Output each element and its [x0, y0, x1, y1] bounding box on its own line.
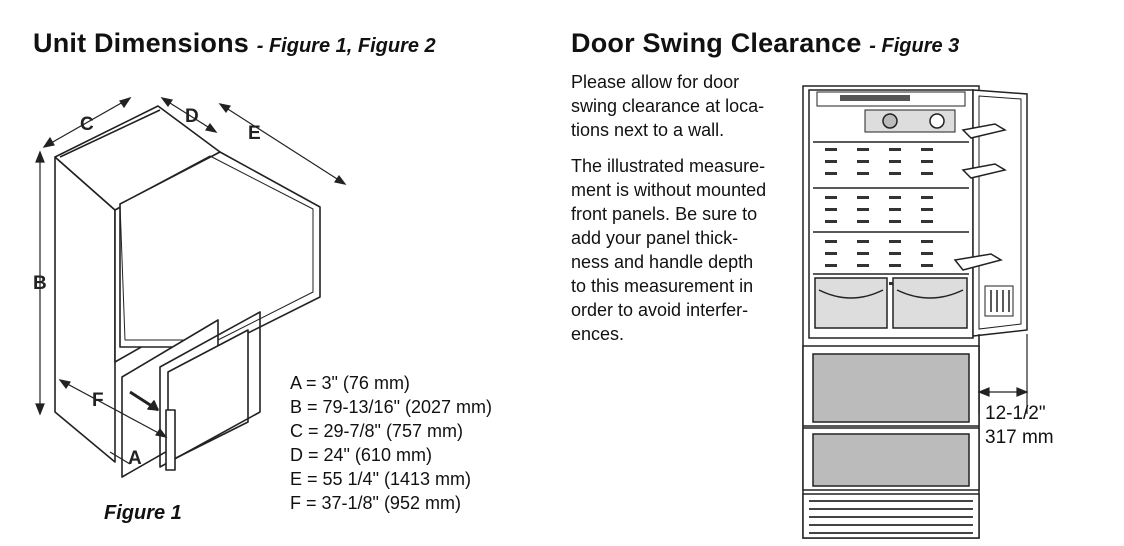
- clearance-inches: 12-1/2": [985, 403, 1046, 424]
- unit-dimensions-heading: Unit Dimensions: [33, 28, 250, 58]
- para2-line: ment is without mounted: [571, 180, 767, 200]
- para2-line: add your panel thick-: [571, 228, 739, 248]
- unit-dimensions-title: [33, 28, 436, 59]
- clearance-paragraph-1: [571, 70, 793, 142]
- para2-line: order to avoid interfer-: [571, 300, 749, 320]
- para2-line: to this measurement in: [571, 276, 754, 296]
- clearance-mm: 317 mm: [985, 427, 1054, 448]
- label-d: D: [185, 106, 199, 127]
- figure-1-caption: Figure 1: [104, 502, 182, 524]
- label-c: C: [80, 114, 94, 135]
- dimension-a: A = 3" (76 mm): [290, 373, 410, 393]
- label-a: A: [128, 448, 142, 469]
- figure-3-drawing: [795, 84, 1035, 542]
- clearance-paragraph-2: [571, 154, 793, 346]
- door-swing-title: [571, 28, 959, 59]
- unit-dimensions-subtitle: - Figure 1, Figure 2: [256, 35, 436, 57]
- dimension-b: B = 79-13/16" (2027 mm): [290, 397, 492, 417]
- para2-line: ences.: [571, 324, 625, 344]
- dimension-e: E = 55 1/4" (1413 mm): [290, 469, 471, 489]
- door-swing-heading: Door Swing Clearance: [571, 28, 862, 58]
- para2-line: The illustrated measure-: [571, 156, 766, 176]
- dimension-d: D = 24" (610 mm): [290, 445, 432, 465]
- para1-line: Please allow for door: [571, 72, 740, 92]
- door-swing-subtitle: - Figure 3: [869, 35, 960, 57]
- para1-line: swing clearance at loca-: [571, 96, 765, 116]
- para2-line: ness and handle depth: [571, 252, 754, 272]
- dimension-f: F = 37-1/8" (952 mm): [290, 493, 461, 513]
- para1-line: tions next to a wall.: [571, 120, 725, 140]
- dimension-c: C = 29-7/8" (757 mm): [290, 421, 463, 441]
- para2-line: front panels. Be sure to: [571, 204, 758, 224]
- label-b: B: [33, 273, 47, 294]
- dimension-list: [290, 371, 492, 515]
- clearance-measurement: [985, 402, 1054, 450]
- label-e: E: [248, 123, 261, 144]
- label-f: F: [92, 390, 104, 411]
